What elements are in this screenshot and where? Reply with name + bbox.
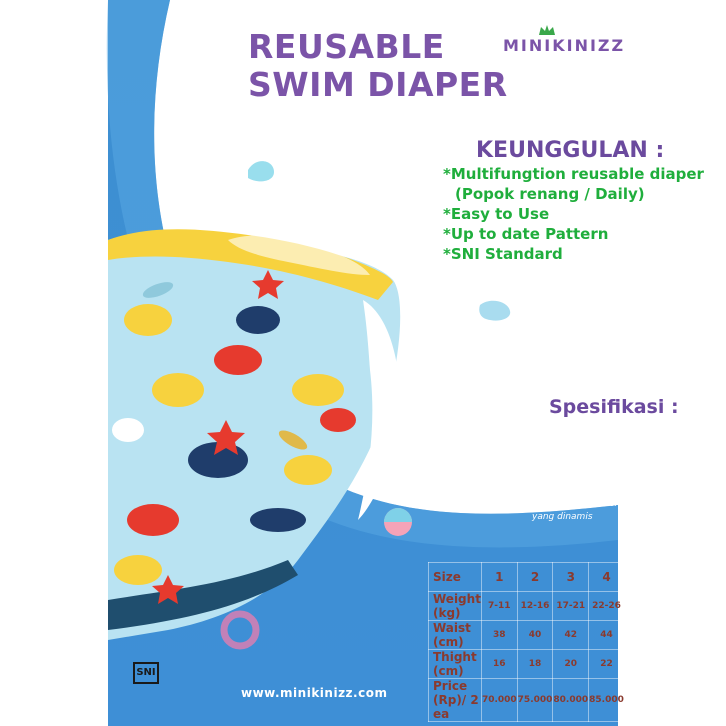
size-table-row [429,650,625,679]
table-cell: 44 [589,621,625,650]
feature-item: *Up to date Pattern [443,225,609,243]
table-cell: 70.000 [481,679,517,722]
spec-row [532,477,692,496]
poster [108,0,704,726]
table-cell: 20 [553,650,589,679]
size-table-row [429,679,625,722]
features-heading: KEUNGGULAN : [476,138,665,163]
feature-item: *Multifungtion reusable diaper [443,165,704,183]
crown-icon [538,24,556,36]
table-cell: 7-11 [481,592,517,621]
table-cell: 16 [481,650,517,679]
sni-certification-mark: SNI [133,662,159,684]
spec-label: Adjustable [532,480,599,493]
size-table-row [429,592,625,621]
table-cell: 38 [481,621,517,650]
spec-label: Package [532,461,584,474]
spec-value: : Elastic Tape [610,480,692,493]
size-header-cell: 4 [589,563,625,592]
website-link[interactable]: www.minikinizz.com [241,686,388,700]
size-header-cell: 1 [481,563,517,592]
row-label: Waist (cm) [429,621,482,650]
duck-float-decoration [248,161,274,181]
table-cell: 12-16 [517,592,553,621]
spec-note: Tersedia dalam berbagai pilihan motif yang dinamis [532,499,703,522]
size-table-row [429,621,625,650]
feature-item: *Easy to Use [443,205,550,223]
size-table-header [429,563,625,592]
glasses-decoration [479,301,510,321]
table-cell: 75.000 [517,679,553,722]
float-ring-decoration [184,52,212,80]
table-cell: 18 [517,650,553,679]
feature-item: *SNI Standard [443,245,563,263]
spec-row [532,439,692,458]
table-cell: 40 [517,621,553,650]
spec-list [532,420,692,496]
spec-label: Insert [532,442,569,455]
title-line-2: SWIM DIAPER [248,65,508,104]
brand-logo: MINIKINIZZ [503,36,626,55]
spec-row [532,458,692,477]
spec-row [532,420,692,439]
size-header-cell: 3 [553,563,589,592]
table-cell: 22 [589,650,625,679]
spec-heading: Spesifikasi : [549,396,679,418]
row-label: Price (Rp)/ 2 ea [429,679,482,722]
size-header-label: Size [429,563,482,592]
spec-label: Outer [532,423,568,436]
features-list [443,164,704,264]
row-label: Thight (cm) [429,650,482,679]
feature-item: (Popok renang / Daily) [455,185,645,203]
size-table [428,562,625,722]
spec-value: : Microfiber [610,442,682,455]
spec-value: : 1 ea [610,461,645,474]
table-cell: 42 [553,621,589,650]
table-cell: 80.000 [553,679,589,722]
table-cell: 85.000 [589,679,625,722]
row-label: Weight (kg) [429,592,482,621]
title-line-1: REUSABLE [248,27,445,66]
size-header-cell: 2 [517,563,553,592]
table-cell: 17-21 [553,592,589,621]
spec-value: : Lycra PUL [610,423,679,436]
table-cell: 22-26 [589,592,625,621]
